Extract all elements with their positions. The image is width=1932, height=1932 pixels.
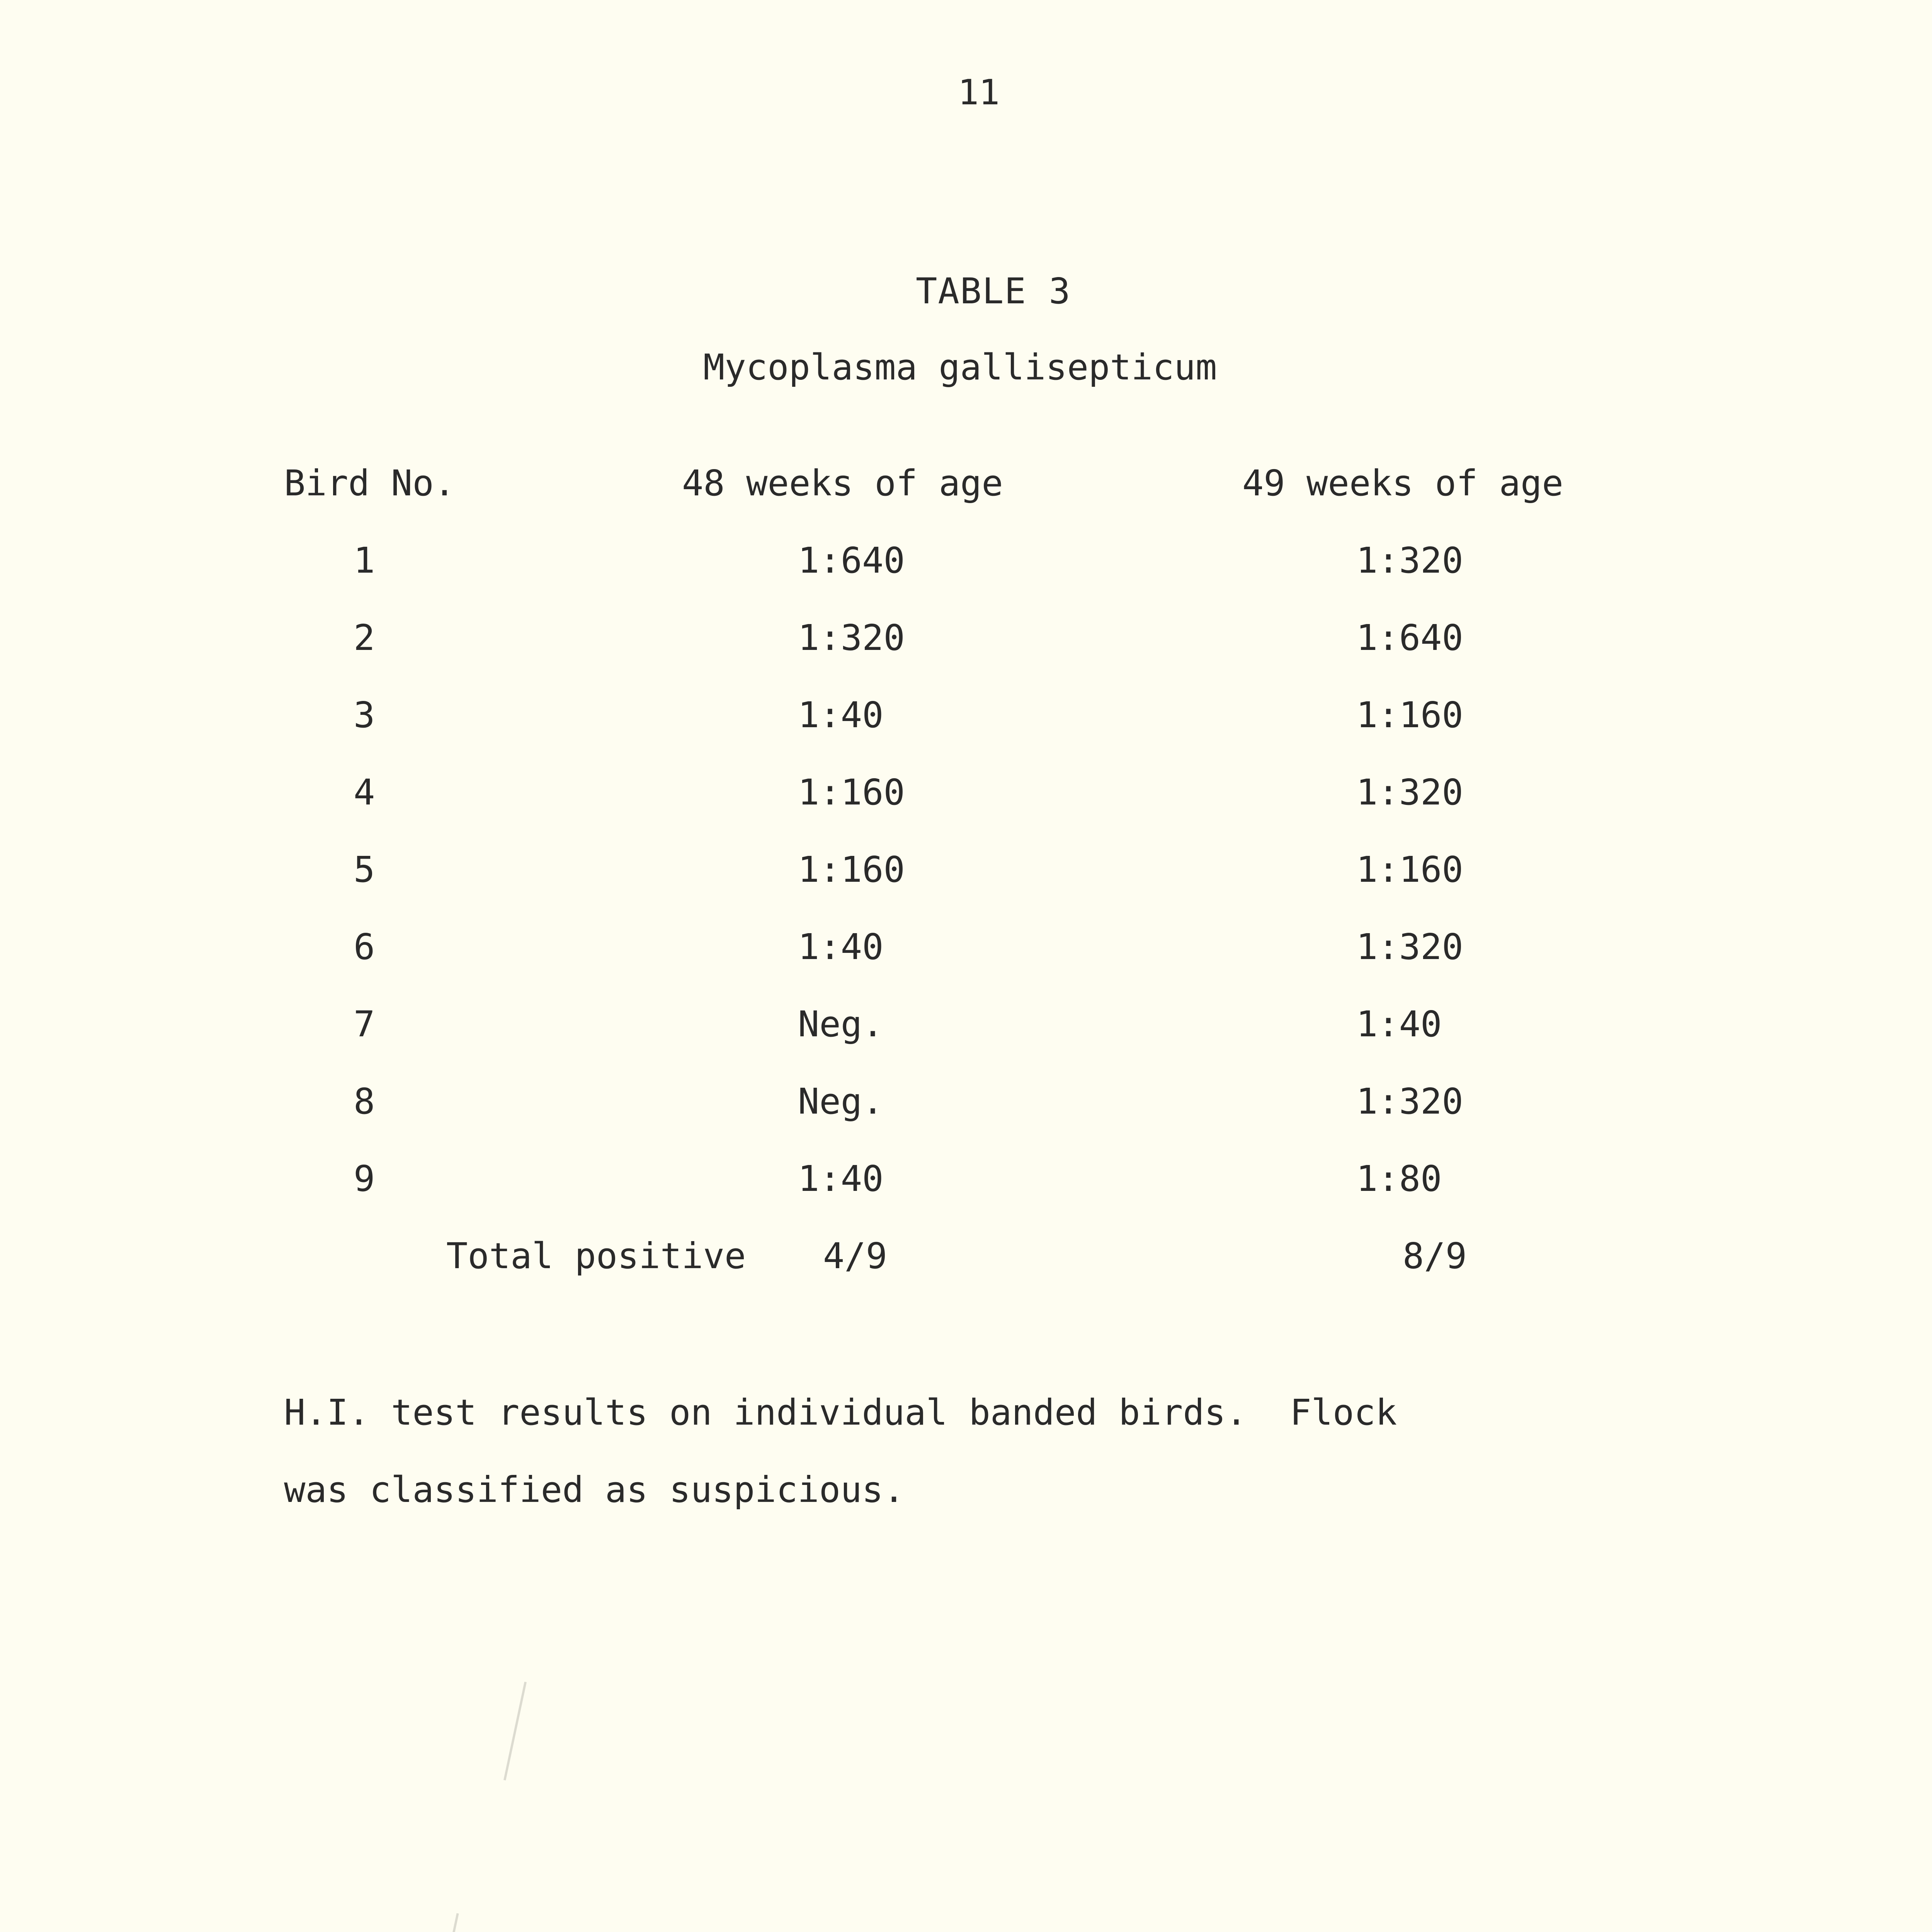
- total-48-value: 4/9: [823, 1235, 888, 1277]
- titer-48-cell: Neg.: [798, 1003, 884, 1045]
- table-title: TABLE 3: [916, 270, 1071, 312]
- table-subtitle: Mycoplasma gallisepticum: [703, 347, 1217, 388]
- total-positive-label: Total positive: [446, 1235, 746, 1277]
- titer-48-cell: Neg.: [798, 1081, 884, 1122]
- bird-number-cell: 6: [354, 926, 375, 968]
- bird-number-cell: 7: [354, 1003, 375, 1045]
- titer-48-cell: 1:160: [798, 849, 905, 890]
- titer-49-cell: 1:160: [1356, 849, 1463, 890]
- bird-number-cell: 5: [354, 849, 375, 890]
- titer-49-cell: 1:320: [1356, 772, 1463, 813]
- page-number: 11: [958, 72, 1000, 113]
- header-48-weeks: 48 weeks of age: [682, 463, 1003, 504]
- caption-line-2: was classified as suspicious.: [284, 1469, 905, 1510]
- bird-number-cell: 1: [354, 540, 375, 581]
- titer-49-cell: 1:80: [1356, 1158, 1442, 1199]
- titer-48-cell: 1:160: [798, 772, 905, 813]
- header-49-weeks: 49 weeks of age: [1242, 463, 1563, 504]
- titer-48-cell: 1:40: [798, 926, 884, 968]
- caption-line-1: H.I. test results on individual banded birds. Flock: [284, 1392, 1397, 1433]
- header-bird-no: Bird No.: [284, 463, 456, 504]
- scan-mark: [444, 1913, 459, 1932]
- titer-49-cell: 1:320: [1356, 926, 1463, 968]
- bird-number-cell: 9: [354, 1158, 375, 1199]
- total-49-value: 8/9: [1403, 1235, 1467, 1277]
- titer-48-cell: 1:40: [798, 1158, 884, 1199]
- titer-48-cell: 1:320: [798, 617, 905, 658]
- titer-49-cell: 1:320: [1356, 540, 1463, 581]
- titer-49-cell: 1:320: [1356, 1081, 1463, 1122]
- bird-number-cell: 8: [354, 1081, 375, 1122]
- titer-49-cell: 1:40: [1356, 1003, 1442, 1045]
- titer-48-cell: 1:40: [798, 694, 884, 736]
- titer-49-cell: 1:160: [1356, 694, 1463, 736]
- scan-mark: [503, 1682, 527, 1781]
- bird-number-cell: 3: [354, 694, 375, 736]
- titer-49-cell: 1:640: [1356, 617, 1463, 658]
- bird-number-cell: 4: [354, 772, 375, 813]
- bird-number-cell: 2: [354, 617, 375, 658]
- titer-48-cell: 1:640: [798, 540, 905, 581]
